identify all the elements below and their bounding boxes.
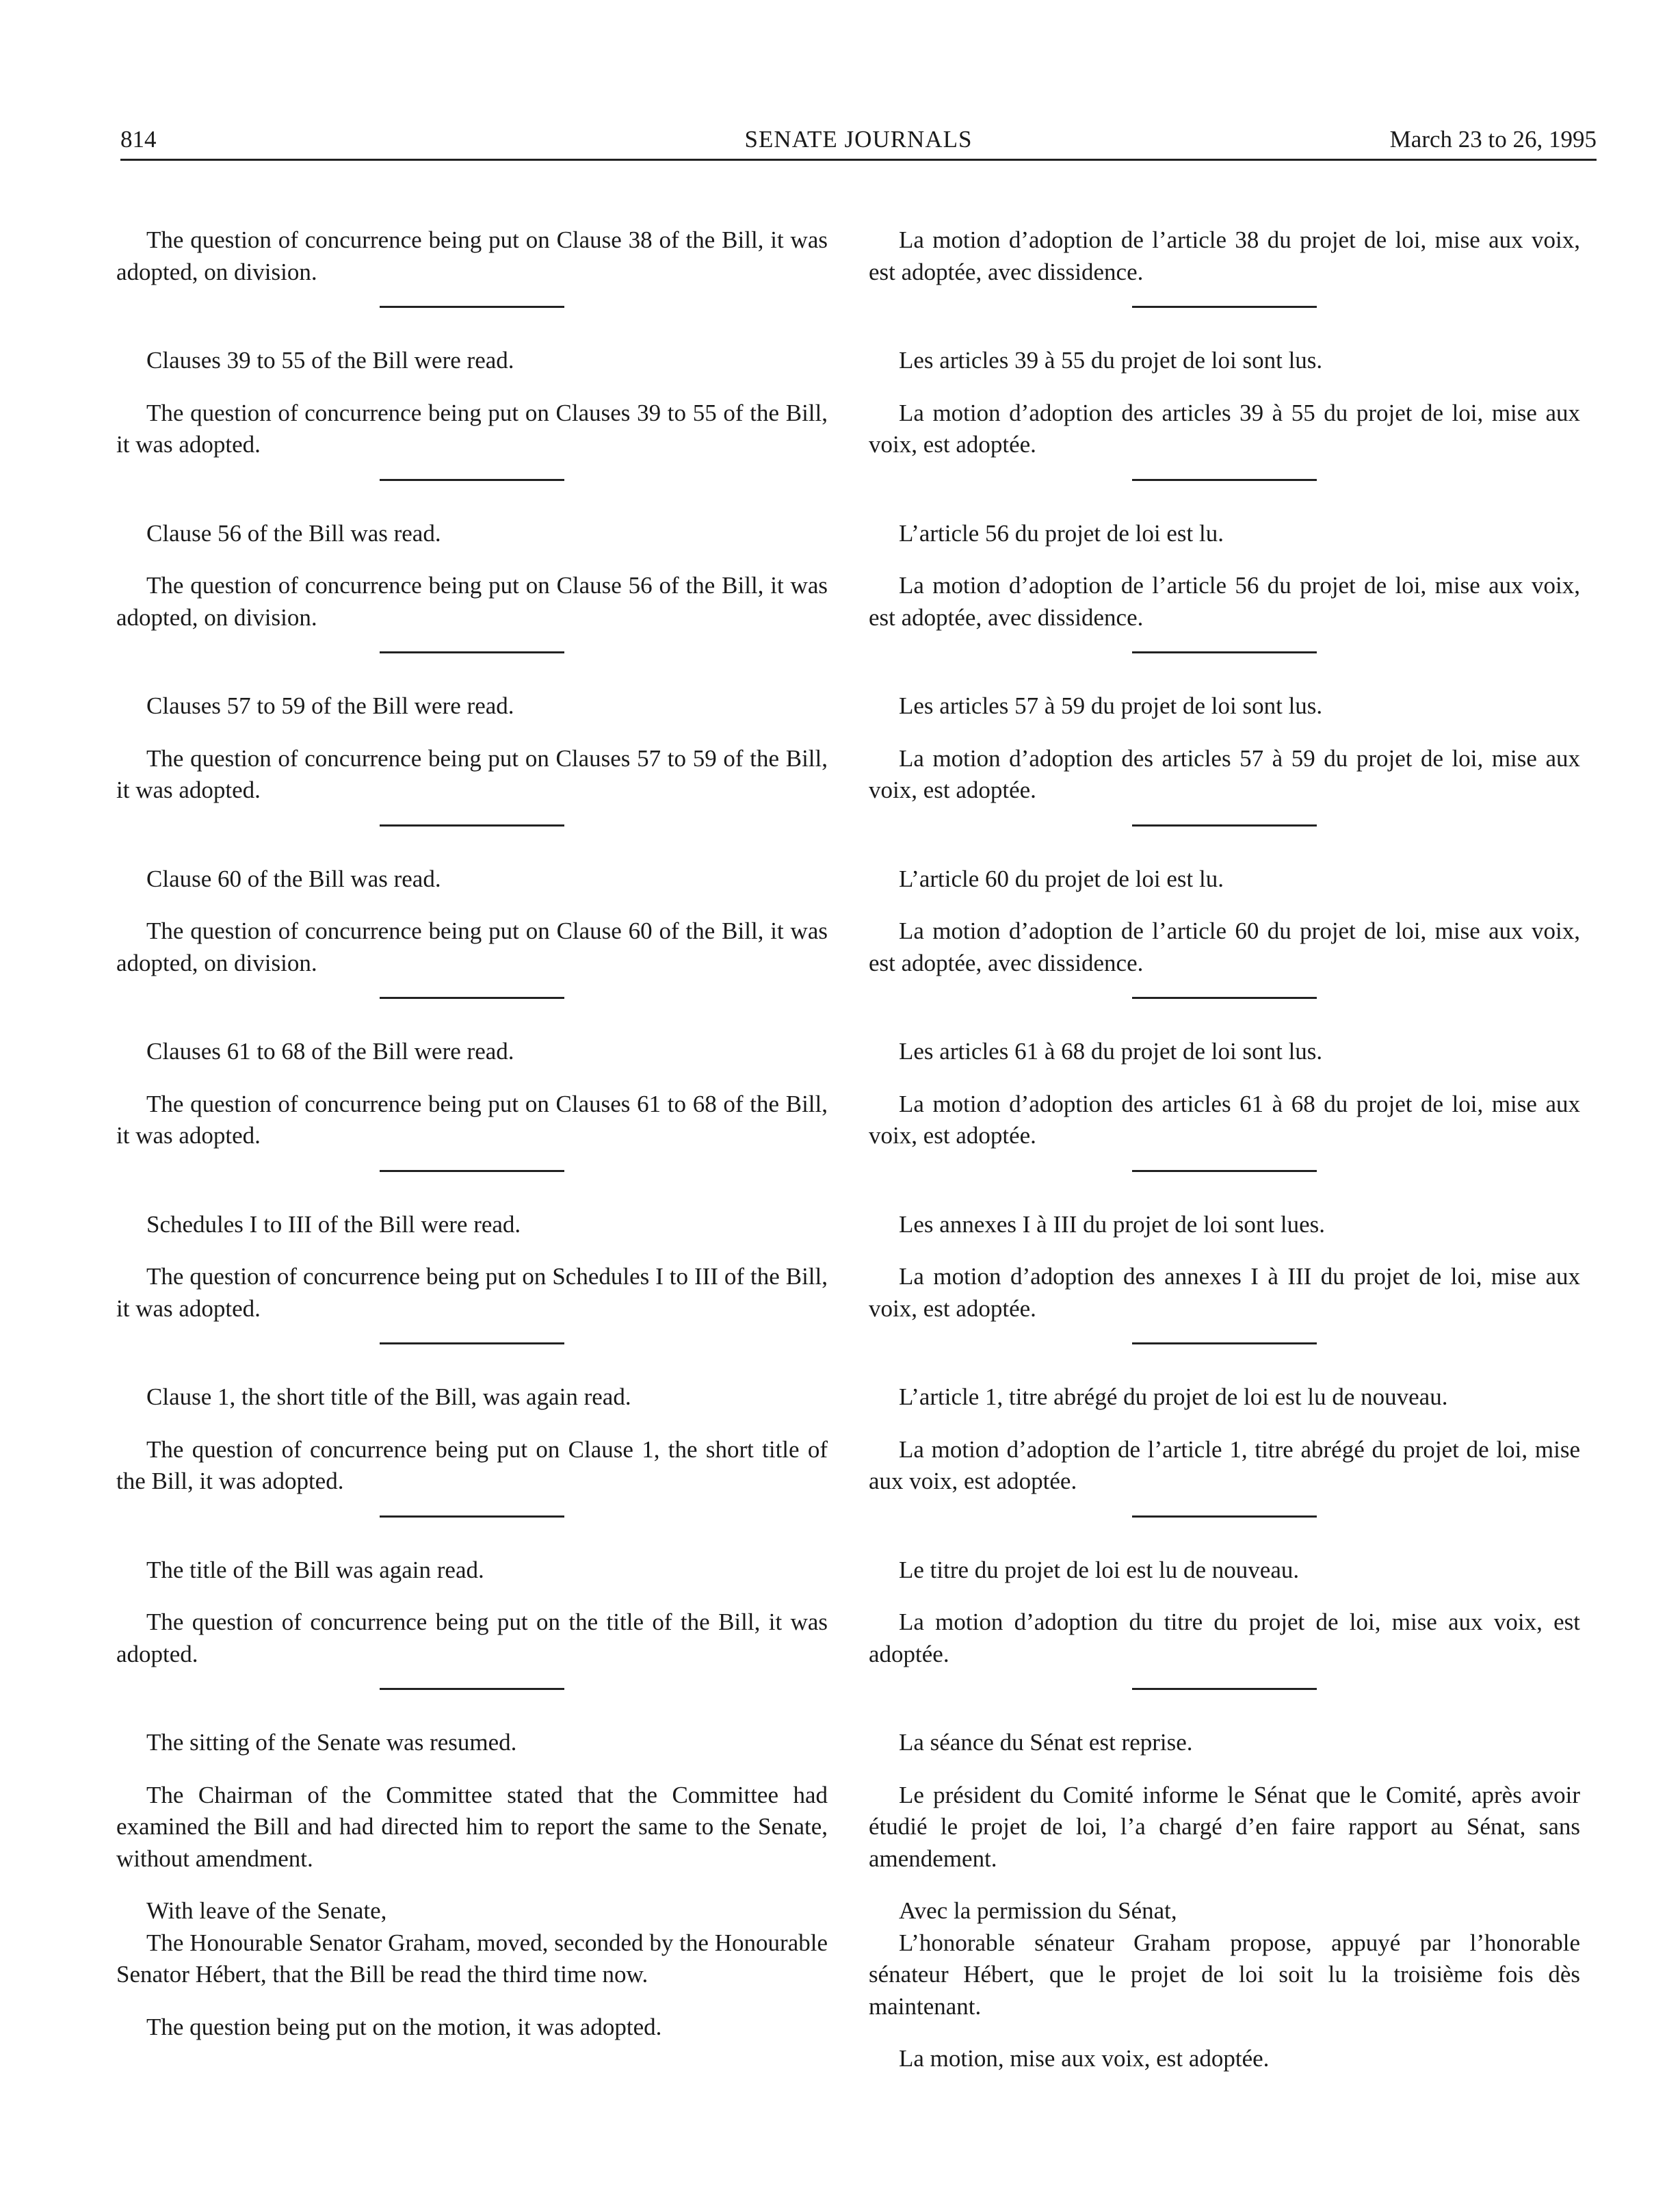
section-divider [380,997,564,999]
en-paragraph: The question of concurrence being put on the title of the Bill, it was adopted. [116,1609,828,1667]
en-paragraph: The title of the Bill was again read. [146,1556,484,1583]
section-divider [1132,1170,1317,1172]
page-header [120,122,1597,157]
en-paragraph: Clause 60 of the Bill was read. [146,865,441,892]
en-paragraph: Clause 1, the short title of the Bill, was again read. [146,1383,631,1410]
en-paragraph: The sitting of the Senate was resumed. [146,1729,517,1756]
fr-paragraph: Les articles 61 à 68 du projet de loi sont lus. [899,1038,1323,1065]
fr-paragraph: La motion, mise aux voix, est adoptée. [899,2045,1270,2072]
section-divider [380,1688,564,1690]
en-paragraph: The question of concurrence being put on Clause 1, the short title of the Bill, it was adopted. [116,1435,828,1494]
en-paragraph: Clauses 57 to 59 of the Bill were read. [146,692,514,719]
en-paragraph: Clause 56 of the Bill was read. [146,519,441,547]
section-divider [380,1170,564,1172]
fr-paragraph: Le titre du projet de loi est lu de nouveau. [899,1556,1300,1583]
en-paragraph: The question of concurrence being put on Clauses 39 to 55 of the Bill, it was adopted. [116,399,828,458]
header-rule [120,159,1597,161]
page-number: 814 [120,126,157,153]
section-divider [1132,651,1317,653]
fr-paragraph: Avec la permission du Sénat, [899,1897,1177,1924]
fr-paragraph: La séance du Sénat est reprise. [899,1729,1193,1756]
fr-paragraph: Les annexes I à III du projet de loi sont lues. [899,1210,1326,1238]
section-divider [380,651,564,653]
section-divider [380,479,564,481]
section-divider [380,824,564,827]
fr-paragraph: La motion d’adoption de l’article 60 du projet de loi, mise aux voix, est adoptée, avec dissidence. [869,918,1580,976]
section-divider [380,1515,564,1518]
section-divider [1132,1515,1317,1518]
en-paragraph: Clauses 39 to 55 of the Bill were read. [146,347,514,374]
en-paragraph: The question of concurrence being put on Clauses 57 to 59 of the Bill, it was adopted. [116,744,828,803]
en-paragraph: The Chairman of the Committee stated that the Committee had examined the Bill and had directed him to report the same to the Senate, without amendment. [116,1781,828,1872]
fr-paragraph: La motion d’adoption des annexes I à III du projet de loi, mise aux voix, est adoptée. [869,1263,1580,1322]
en-paragraph: Clauses 61 to 68 of the Bill were read. [146,1038,514,1065]
fr-paragraph: La motion d’adoption du titre du projet de loi, mise aux voix, est adoptée. [869,1609,1580,1667]
section-divider [380,1342,564,1344]
en-paragraph: The question of concurrence being put on Clause 56 of the Bill, it was adopted, on division. [116,572,828,631]
fr-paragraph: L’article 60 du projet de loi est lu. [899,865,1224,892]
en-paragraph: The question of concurrence being put on Clause 60 of the Bill, it was adopted, on division. [116,918,828,976]
en-paragraph: The question of concurrence being put on Clauses 61 to 68 of the Bill, it was adopted. [116,1090,828,1149]
french-column [869,224,1580,2096]
section-divider [1132,824,1317,827]
fr-paragraph: La motion d’adoption des articles 57 à 59 du projet de loi, mise aux voix, est adoptée. [869,744,1580,803]
en-paragraph: With leave of the Senate, [146,1897,387,1924]
en-paragraph: Schedules I to III of the Bill were read. [146,1210,521,1238]
en-paragraph: The question of concurrence being put on Schedules I to III of the Bill, it was adopted. [116,1263,828,1322]
en-paragraph: The Honourable Senator Graham, moved, seconded by the Honourable Senator Hébert, that the Bill be read the third time now. [116,1929,828,1988]
fr-paragraph: L’honorable sénateur Graham propose, appuyé par l’honorable sénateur Hébert, que le projet de loi soit lu la troisième fois dès maintenant. [869,1929,1580,2020]
section-divider [380,306,564,308]
fr-paragraph: La motion d’adoption de l’article 56 du projet de loi, mise aux voix, est adoptée, avec dissidence. [869,572,1580,631]
section-divider [1132,997,1317,999]
en-paragraph: The question of concurrence being put on Clause 38 of the Bill, it was adopted, on division. [116,226,828,285]
fr-paragraph: La motion d’adoption des articles 61 à 68 du projet de loi, mise aux voix, est adoptée. [869,1090,1580,1149]
fr-paragraph: Les articles 57 à 59 du projet de loi sont lus. [899,692,1323,719]
fr-paragraph: La motion d’adoption de l’article 38 du projet de loi, mise aux voix, est adoptée, avec dissidence. [869,226,1580,285]
section-divider [1132,306,1317,308]
journal-title: SENATE JOURNALS [744,126,973,153]
section-divider [1132,479,1317,481]
section-divider [1132,1688,1317,1690]
fr-paragraph: La motion d’adoption de l’article 1, titre abrégé du projet de loi, mise aux voix, est adoptée. [869,1435,1580,1494]
journal-date: March 23 to 26, 1995 [1389,126,1597,153]
fr-paragraph: Le président du Comité informe le Sénat que le Comité, après avoir étudié le projet de loi, l’a chargé d’en faire rapport au Sénat, sans amendement. [869,1781,1580,1872]
fr-paragraph: L’article 1, titre abrégé du projet de loi est lu de nouveau. [899,1383,1448,1410]
en-paragraph: The question being put on the motion, it was adopted. [146,2013,662,2040]
english-column [116,224,828,2064]
fr-paragraph: La motion d’adoption des articles 39 à 55 du projet de loi, mise aux voix, est adoptée. [869,399,1580,458]
fr-paragraph: L’article 56 du projet de loi est lu. [899,519,1224,547]
fr-paragraph: Les articles 39 à 55 du projet de loi sont lus. [899,347,1323,374]
section-divider [1132,1342,1317,1344]
